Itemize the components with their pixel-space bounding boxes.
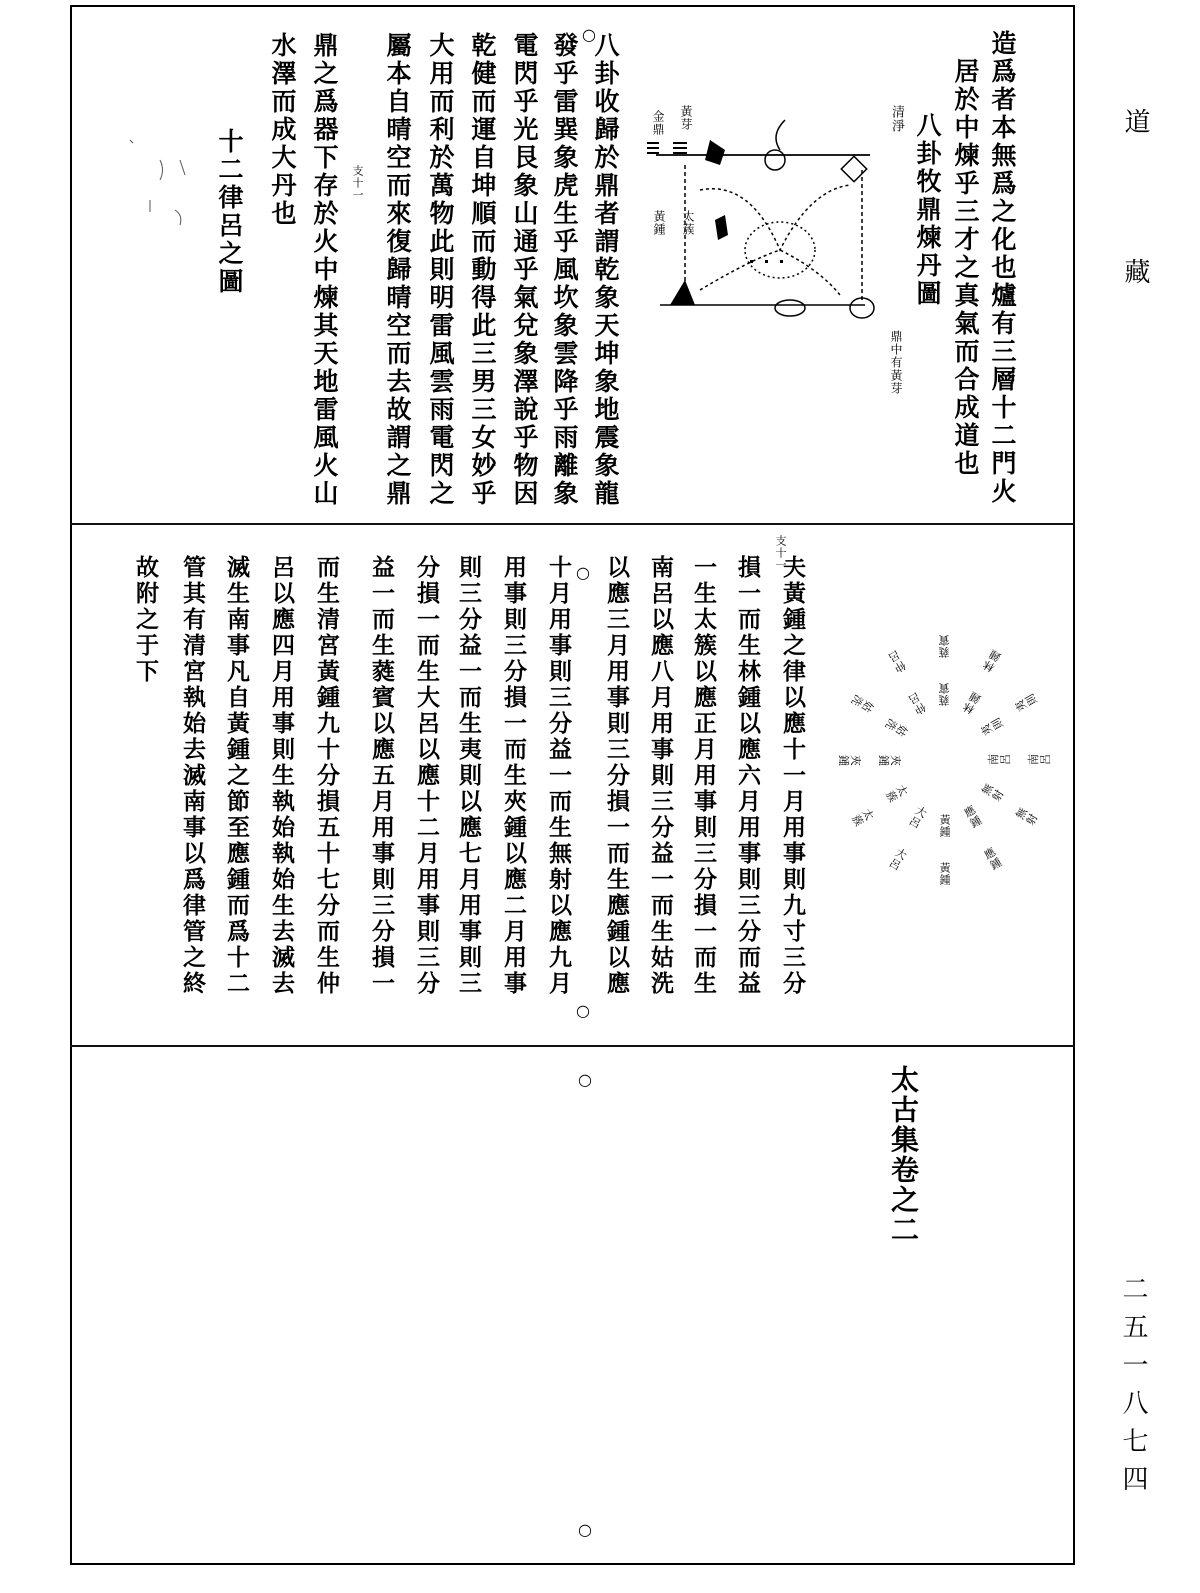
text-column: 居於中煉乎三才之真氣而合成道也 (951, 58, 980, 478)
text-column: 南呂以應八月用事則三分益一而生姑洗 (647, 555, 674, 997)
text-column: 管其有清宮執始去滅南事以爲律管之終 (179, 555, 206, 997)
lulu-wheel-diagram (835, 615, 1055, 905)
figure-title: 八卦牧鼎煉丹圖 (913, 112, 942, 308)
margin-char-zang: 藏 (1120, 258, 1150, 284)
wheel-label: 林鍾 (980, 647, 1004, 675)
circle-mark: ○ (578, 1520, 592, 1539)
text-column: 呂以應四月用事則生執始執始生去滅去 (268, 555, 295, 997)
wheel-label: 太蔟 (848, 805, 876, 829)
wheel-label: 無射 (1013, 805, 1041, 829)
wheel-label: 無射 (978, 781, 1006, 805)
wheel-label: 黃鍾 (938, 862, 951, 886)
wheel-label: 夷則 (978, 715, 1006, 739)
annotation: 支十一 (774, 535, 787, 571)
wheel-label: 姑洗 (883, 715, 911, 739)
wheel-label: 仲呂 (885, 647, 909, 675)
text-column: 而生清宮黃鍾九十分損五十七分而生仲 (313, 555, 340, 997)
wheel-label: 夾鍾 (837, 753, 862, 767)
wheel-label: 蕤賓 (938, 682, 951, 706)
figure-label: 黃芽 (679, 105, 693, 131)
text-column: 夫黃鍾之律以應十一月用事則九寸三分 (779, 555, 806, 997)
wheel-label: 太蔟 (883, 781, 911, 805)
text-column: 用事則三分損一而生夾鍾以應二月用事 (500, 555, 527, 997)
wheel-label: 南呂 (1027, 753, 1052, 767)
text-column: 水澤而成大丹也 (268, 32, 297, 228)
trigram-icons (645, 140, 690, 165)
text-column: 以應三月用事則三分損一而生應鍾以應 (603, 555, 630, 997)
page-number: 二五一八七四 (1118, 1275, 1148, 1503)
text-column: 屬本自晴空而來復歸晴空而去故謂之鼎 (383, 32, 412, 508)
wheel-label: 姑洗 (848, 691, 876, 715)
text-column: 分損一而生大呂以應十二月用事則三分 (413, 555, 440, 997)
text-column: 鼎之爲器下存於火中煉其天地雷風火山 (310, 32, 339, 508)
wheel-label: 黃鍾 (938, 814, 951, 838)
circle-mark: ○ (576, 1001, 590, 1020)
text-column: 益一而生蕤賓以應五月用事則三分損一 (368, 555, 395, 997)
figure-label: 黃鍾 (652, 210, 666, 236)
wheel-label: 仲呂 (905, 689, 929, 717)
wheel-label: 大呂 (885, 845, 909, 873)
wheel-label: 蕤賓 (938, 634, 951, 658)
figure-label: 清淨 (889, 105, 904, 133)
figure-label: 太蔟 (681, 210, 695, 236)
wheel-label: 夾鍾 (877, 753, 902, 767)
circle-mark: ○ (578, 1070, 592, 1089)
text-column: 則三分益一而生夷則以應七月用事則三 (455, 555, 482, 997)
wheel-label: 林鍾 (960, 689, 984, 717)
text-column: 十月用事則三分益一而生無射以應九月 (545, 555, 572, 997)
panel-divider (70, 1045, 1075, 1047)
section-title: 十二律呂之圖 (215, 128, 244, 296)
text-column: 造爲者本無爲之化也爐有三層十二門火 (988, 30, 1017, 506)
text-column: 發乎雷巽象虎生乎風坎象雲降乎雨離象 (550, 32, 579, 508)
wheel-label: 應鍾 (960, 803, 984, 831)
text-column: 大用而利於萬物此則明雷風雲雨電閃之 (426, 32, 455, 508)
wheel-label: 南呂 (987, 753, 1012, 767)
faint-marks (120, 130, 200, 240)
wheel-label: 大呂 (905, 803, 929, 831)
text-column: 損一而生林鍾以應六月用事則三分而益 (734, 555, 761, 997)
panel-divider (70, 523, 1075, 525)
volume-end-title: 太古集卷之二 (887, 1065, 920, 1245)
figure-label: 金鼎 (651, 110, 665, 136)
text-column: 一生太簇以應正月用事則三分損一而生 (690, 555, 717, 997)
wheel-label: 應鍾 (980, 845, 1004, 873)
wheel-label: 夷則 (1013, 691, 1041, 715)
text-column: 電閃乎光艮象山通乎氣兌象澤說乎物因 (510, 32, 539, 508)
figure-label: 鼎中有黃芽 (889, 330, 903, 395)
circle-mark: ○ (576, 563, 590, 582)
text-column: 八卦收歸於鼎者謂乾象天坤象地震象龍 (591, 32, 620, 508)
text-column: 乾健而運自坤順而動得此三男三女妙乎 (468, 32, 497, 508)
margin-char-dao: 道 (1120, 108, 1150, 134)
annotation: 支十一 (351, 165, 364, 201)
text-column: 故附之于下 (132, 555, 159, 685)
circle-mark: ○ (582, 25, 596, 44)
text-column: 滅生南事凡自黃鍾之節至應鍾而爲十二 (223, 555, 250, 997)
